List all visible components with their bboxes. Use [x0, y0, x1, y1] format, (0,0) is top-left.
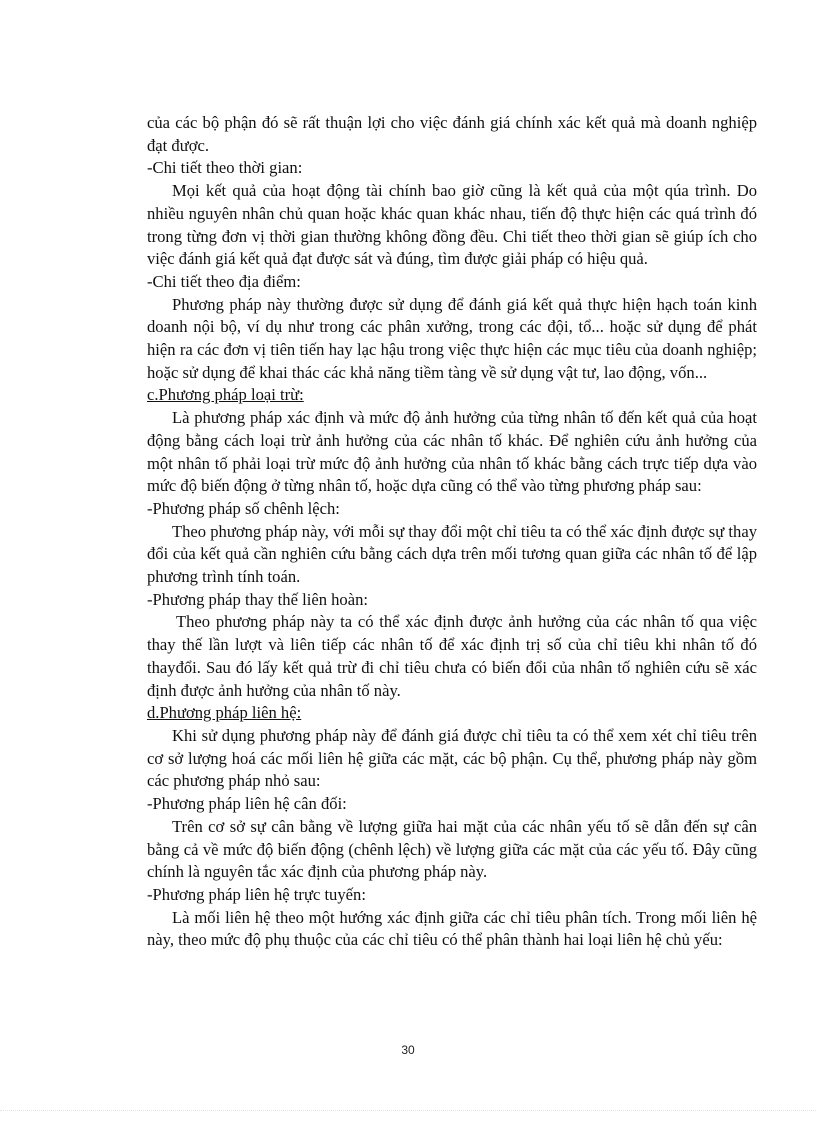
- paragraph: Mọi kết quả của hoạt động tài chính bao giờ cũng là kết quả của một qúa trình. Do nhiều nguyên nhân chủ quan hoặc khác quan khác nhau, tiến độ thực hiện các quá trình đó trong từng đơn vị thời gian thường không đồng đều. Chi tiết theo thời gian sẽ giúp ích cho việc đánh giá kết quả đạt được sát và đúng, tìm được giải pháp có hiệu quả.: [147, 181, 757, 269]
- paragraph: Là phương pháp xác định và mức độ ảnh hưởng của từng nhân tố đến kết quả của hoạt động bằng cách loại trừ ảnh hưởng của các nhân tố khác. Để nghiên cứu ảnh hưởng của một nhân tố phải loại trừ mức độ ảnh hưởng của nhân tố khác bằng cách trực tiếp dựa vào mức độ biến động ở từng nhân tố, hoặc dựa cũng có thể vào từng phương pháp sau:: [147, 408, 757, 496]
- paragraph: Khi sử dụng phương pháp này để đánh giá được chỉ tiêu ta có thể xem xét chỉ tiêu trên cơ sở lượng hoá các mối liên hệ giữa các mặt, các bộ phận. Cụ thể, phương pháp này gồm các phương pháp nhỏ sau:: [147, 725, 757, 791]
- paragraph: Phương pháp này thường được sử dụng để đánh giá kết quả thực hiện hạch toán kinh doanh nội bộ, ví dụ như trong các phân xưởng, trong các đội, tổ... hoặc sử dụng để phát hiện ra các đơn vị tiên tiến hay lạc hậu trong việc thực hiện các mục tiêu của doanh nghiệp; hoặc sử dụng để khai thác các khả năng tiềm tàng về sử dụng vật tư, lao động, vốn...: [147, 294, 757, 382]
- paragraph: Là mối liên hệ theo một hướng xác định giữa các chỉ tiêu phân tích. Trong mối liên hệ này, theo mức độ phụ thuộc của các chỉ tiêu có thể phân thành hai loại liên hệ chủ yếu:: [147, 907, 757, 950]
- subheading-direct-relation: -Phương pháp liên hệ trực tuyến:: [147, 884, 366, 904]
- page-number: 30: [401, 1043, 415, 1057]
- paragraph: Theo phương pháp này, với mỗi sự thay đổi một chỉ tiêu ta có thể xác định được sự thay đổi của kết quả cần nghiên cứu bằng cách dựa trên mối tương quan giữa các nhân tố để lập phương trình tính toán.: [147, 521, 757, 587]
- subheading-location: -Chi tiết theo địa điểm:: [147, 271, 301, 291]
- paragraph: Trên cơ sở sự cân bằng về lượng giữa hai mặt của các nhân yếu tố sẽ dẫn đến sự cân bằng cả về mức độ biến động (chênh lệch) về lượng giữa các mặt của các yếu tố. Đây cũng chính là nguyên tắc xác định của phương pháp này.: [147, 816, 757, 882]
- page-bottom-divider: [0, 1110, 816, 1111]
- document-body: [147, 112, 757, 952]
- subheading-time: -Chi tiết theo thời gian:: [147, 158, 303, 178]
- paragraph: Theo phương pháp này ta có thể xác định được ảnh hưởng của các nhân tố qua việc thay thế lần lượt và liên tiếp các nhân tố để xác định trị số của chỉ tiêu khi nhân tố đó thayđổi. Sau đó lấy kết quả trừ đi chỉ tiêu chưa có biến đổi của nhân tố nghiên cứu sẽ xác định được ảnh hưởng của nhân tố này.: [147, 612, 757, 700]
- paragraph: của các bộ phận đó sẽ rất thuận lợi cho việc đánh giá chính xác kết quả mà doanh nghiệp đạt được.: [147, 113, 757, 155]
- section-heading-elimination: c.Phương pháp loại trừ:: [147, 385, 304, 405]
- subheading-chain-substitution: -Phương pháp thay thế liên hoàn:: [147, 589, 369, 609]
- subheading-difference-method: -Phương pháp số chênh lệch:: [147, 498, 340, 518]
- section-heading-relation: d.Phương pháp liên hệ:: [147, 703, 302, 723]
- subheading-balance-relation: -Phương pháp liên hệ cân đối:: [147, 794, 347, 814]
